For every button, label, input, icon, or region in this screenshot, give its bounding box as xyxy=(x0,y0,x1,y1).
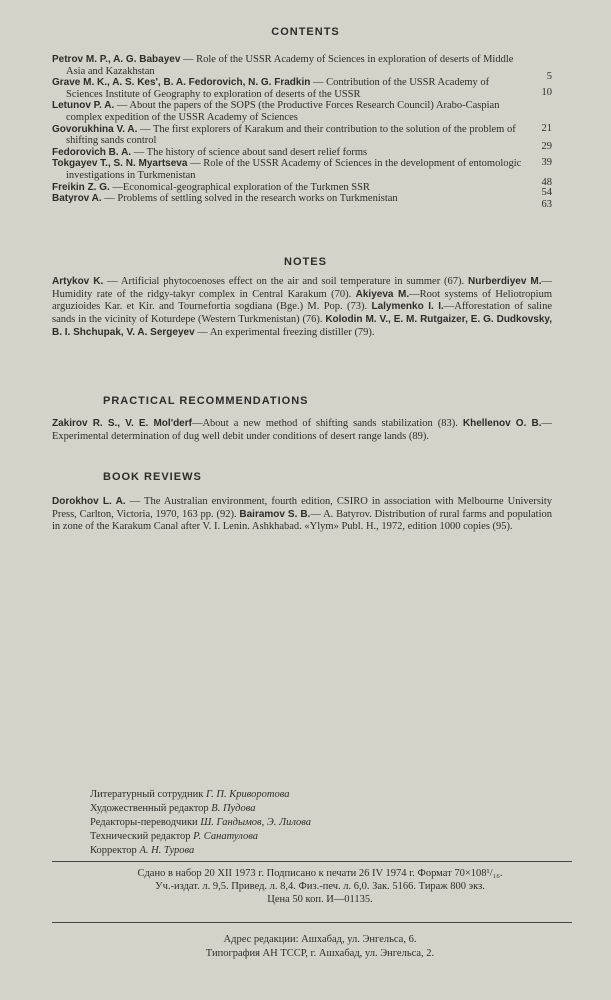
toc-entry xyxy=(52,124,552,147)
note-author: Lalymenko I. I. xyxy=(371,301,444,313)
toc-title: — Role of the USSR Academy of Sciences in the development of entomologic investigations in Turkmenistan xyxy=(66,158,522,181)
toc-entry xyxy=(52,54,552,77)
review-text: — The Australian environment, fourth edition, CSIRO in association with Melbourne University Press, Carlton, Victoria, 1970, 163 pp. (92). xyxy=(52,496,553,520)
practical-author: Zakirov R. S., V. E. Mol'derf xyxy=(52,418,192,429)
note-text: — An experimental freezing distiller (79). xyxy=(194,326,375,338)
staff-role: Литературный сотрудник xyxy=(90,789,204,800)
review-author: Dorokhov L. A. xyxy=(52,496,126,507)
staff-line xyxy=(90,830,311,844)
practical-text: —About a new method of shifting sands stabilization (83). xyxy=(191,418,463,429)
toc-page: 39 xyxy=(541,156,552,168)
staff-person: Р. Санатулова xyxy=(193,831,258,842)
toc-page: 5 xyxy=(546,70,552,82)
address-line: Типография АН ТССР, г. Ашхабад, ул. Энгельса, 2. xyxy=(205,948,435,959)
staff-role: Технический редактор xyxy=(90,831,191,842)
toc-author: Grave M. K., A. S. Kes', B. A. Fedorovich, N. G. Fradkin xyxy=(52,77,311,89)
practical-author: Khellenov O. B. xyxy=(462,418,542,429)
toc-page: 10 xyxy=(541,86,552,98)
toc-entry xyxy=(52,140,552,159)
contents-heading: CONTENTS xyxy=(271,26,340,38)
note-text: —Afforestation of saline sands in the vicinity of Koturdepe (Western Turkmenistan) (76). xyxy=(52,301,552,326)
address-line: Адрес редакции: Ашхабад, ул. Энгельса, 6. xyxy=(223,934,417,945)
print-imprint xyxy=(70,867,570,906)
note-text: — Humidity rate of the ridgy-takyr complex in Central Karakum (70). xyxy=(52,276,552,300)
staff-person: В. Пудова xyxy=(211,803,256,814)
toc-author: Fedorovich B. A. xyxy=(52,146,132,158)
notes-heading: NOTES xyxy=(284,256,327,268)
practical-paragraph xyxy=(52,418,552,443)
toc-page: 63 xyxy=(541,199,552,211)
table-of-contents xyxy=(52,54,552,211)
toc-author: Freikin Z. G. xyxy=(52,181,110,193)
toc-entry xyxy=(52,158,552,181)
imprint-line: Цена 50 коп. И—01135. xyxy=(267,894,373,905)
imprint-line: Сдано в набор 20 XII 1973 г. Подписано к печати 26 IV 1974 г. Формат 70×108¹/₁₆. xyxy=(137,868,503,879)
staff-role: Художественный редактор xyxy=(90,803,209,814)
staff-role: Корректор xyxy=(90,845,137,856)
review-text: — A. Batyrov. Distribution of rural farms and population in zone of the Karakum Canal after V. I. Lenin. Ashkhabad. «Ylym» Publ. H., 1972, edition 1000 copies (95). xyxy=(52,508,552,533)
note-author: Artykov K. xyxy=(52,276,104,287)
toc-title: —Economical-geographical exploration of the Turkmen SSR xyxy=(112,181,370,193)
review-author: Bairamov S. B. xyxy=(239,508,311,520)
toc-title: — The history of science about sand desert relief forms xyxy=(133,146,368,158)
staff-person: Ш. Гандымов, Э. Лилова xyxy=(200,817,312,828)
toc-page: 48 xyxy=(541,176,552,188)
imprint-top-rule xyxy=(52,861,572,862)
toc-title: — About the papers of the SOPS (the Productive Forces Research Council) Arabo-Caspian complex expedition of the USSR Academy of Sciences xyxy=(66,100,500,123)
staff-person: Г. П. Криворотова xyxy=(206,789,290,800)
toc-title: — The first explorers of Karakum and their contribution to the solution of the problem of shifting sands control xyxy=(66,123,516,147)
imprint-bottom-rule xyxy=(52,922,572,923)
toc-entry xyxy=(52,70,552,100)
staff-role: Редакторы-переводчики xyxy=(90,817,198,828)
staff-line xyxy=(90,802,311,816)
note-text: — Artificial phytocoenoses effect on the air and soil temperature in summer (67). xyxy=(103,276,469,287)
toc-title: — Problems of settling solved in the research works on Turkmenistan xyxy=(104,193,398,205)
toc-title: — Contribution of the USSR Academy of Sciences Institute of Geography to exploration of deserts of the USSR xyxy=(66,77,490,100)
practical-text: — Experimental determination of dug well debit under conditions of desert range lands (89). xyxy=(52,418,552,442)
imprint-line: Уч.-издат. л. 9,5. Привед. л. 8,4. Физ.-печ. л. 6,0. Зак. 5166. Тираж 800 экз. xyxy=(155,881,485,892)
note-author: Kolodin M. V., E. M. Rutgaizer, E. G. Dudkovsky, B. I. Shchupak, V. A. Sergeyev xyxy=(52,314,552,338)
editorial-staff-list xyxy=(90,788,311,858)
note-text: —Root systems of Heliotropium arguzioides Kar. et Kir. and Tournefortia sogdiana (Bge.) M. Pop. (73). xyxy=(52,288,552,313)
staff-person: А. Н. Турова xyxy=(139,845,195,856)
toc-author: Batyrov A. xyxy=(52,193,102,205)
toc-entry xyxy=(52,176,552,194)
staff-line xyxy=(90,816,311,830)
toc-author: Letunov P. A. xyxy=(52,100,115,112)
publisher-address xyxy=(130,933,510,961)
toc-page: 54 xyxy=(541,187,552,199)
notes-paragraph xyxy=(52,276,552,340)
practical-heading: PRACTICAL RECOMMENDATIONS xyxy=(103,395,309,407)
toc-author: Govorukhina V. A. xyxy=(52,123,138,135)
toc-author: Tokgayev T., S. N. Myartseva xyxy=(52,158,188,170)
reviews-heading: BOOK REVIEWS xyxy=(103,471,202,483)
note-author: Nurberdiyev M. xyxy=(468,276,542,287)
toc-title: — Role of the USSR Academy of Sciences in exploration of deserts of Middle Asia and Kazakhstan xyxy=(66,54,514,77)
note-author: Akiyeva M. xyxy=(355,288,410,300)
toc-page: 29 xyxy=(541,140,552,152)
toc-page: 21 xyxy=(541,123,552,135)
reviews-paragraph xyxy=(52,496,552,534)
toc-author: Petrov M. P., A. G. Babayev xyxy=(52,54,181,65)
staff-line xyxy=(90,844,311,858)
staff-line xyxy=(90,788,311,802)
